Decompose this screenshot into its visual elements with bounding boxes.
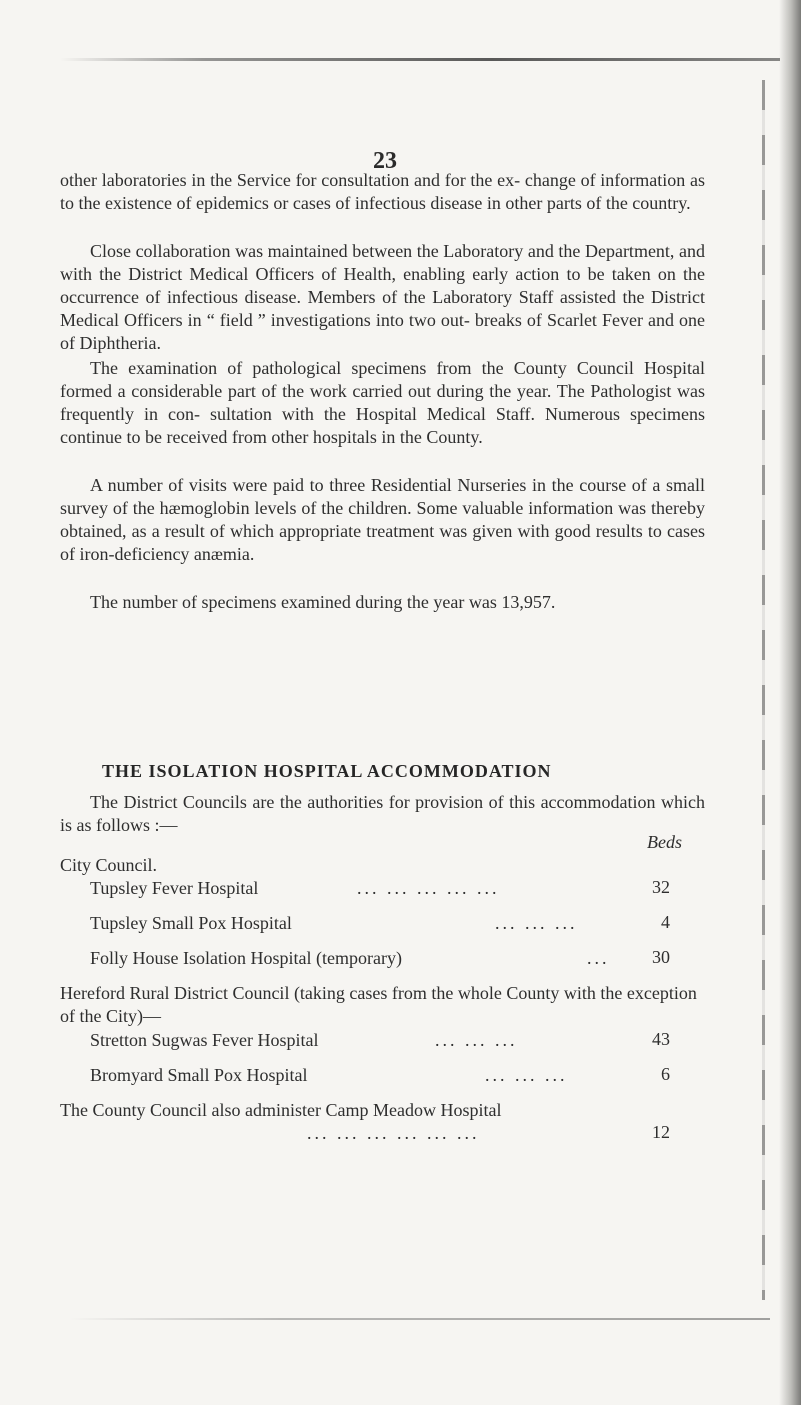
paragraph-nurseries: A number of visits were paid to three Residential Nurseries in the course of a small survey of the hæmoglobin levels of the children. Some valuable information was thereby obtained, as a result of which appropriate treatment was given with good results to cases of iron-deficiency anæmia.: [60, 475, 705, 564]
right-scan-edge: [779, 0, 801, 1405]
dot-leader: ... ... ...: [435, 1030, 518, 1050]
hospital-row: [90, 1064, 568, 1087]
paragraph-pathological: The examination of pathological specimens from the County Council Hospital formed a considerable part of the work carried out during the year. The Pathologist was frequently in con- sultation with the Hospital Medical Staff. Numerous specimens continue to be received from other hospitals in the County.: [60, 358, 705, 447]
city-council-label: City Council.: [60, 855, 158, 875]
rural-council-label: [60, 982, 710, 1028]
county-council-label: [60, 1099, 710, 1122]
county-council-text: The County Council also administer Camp Meadow Hospital: [60, 1100, 502, 1120]
hospital-name: Tupsley Fever Hospital: [90, 878, 259, 898]
top-scan-edge: [60, 58, 780, 61]
dot-leader: ... ... ... ... ...: [357, 878, 500, 898]
right-scan-shadow: [762, 80, 765, 1300]
hospital-row: [90, 947, 610, 970]
paragraph-collaboration: Close collaboration was maintained between the Laboratory and the Department, and with the District Medical Officers of Health, enabling early action to be taken on the occurrence of infectious disease. Members of the Laboratory Staff assisted the District Medical Officers in “ field ” investigations into two out- breaks of Scarlet Fever and one of Diphtheria.: [60, 241, 705, 353]
page-number: 23: [373, 148, 397, 174]
beds-value: 4: [661, 912, 670, 932]
dot-leader: ... ... ...: [495, 913, 578, 933]
beds-value: 6: [661, 1064, 670, 1084]
hospital-row: [90, 877, 500, 900]
paragraph-laboratories: other laboratories in the Service for consultation and for the ex- change of information as to the existence of epidemics or cases of infectious disease in other parts of the country.: [60, 170, 705, 213]
hospital-name: Stretton Sugwas Fever Hospital: [90, 1030, 319, 1050]
hospital-name: Folly House Isolation Hospital (temporary): [90, 948, 402, 968]
dot-leader: ... ... ... ... ... ...: [307, 1123, 480, 1143]
hospital-name: Bromyard Small Pox Hospital: [90, 1065, 308, 1085]
beds-column-header: Beds: [647, 832, 682, 852]
hospital-name: Tupsley Small Pox Hospital: [90, 913, 292, 933]
section-intro: The District Councils are the authorities for provision of this accommodation which is as follows :—: [60, 792, 705, 835]
rural-council-text: Hereford Rural District Council (taking cases from the whole County with the exception of the City)—: [60, 983, 697, 1026]
dot-leader: ... ... ...: [485, 1065, 568, 1085]
hospital-row: [90, 1029, 518, 1052]
paragraph-specimens-count: The number of specimens examined during the year was 13,957.: [90, 592, 556, 612]
beds-value: 32: [652, 877, 670, 897]
beds-value: 30: [652, 947, 670, 967]
beds-value: 12: [652, 1122, 670, 1142]
bottom-scan-edge: [70, 1318, 770, 1320]
beds-value: 43: [652, 1029, 670, 1049]
hospital-row: [90, 912, 578, 935]
section-heading: THE ISOLATION HOSPITAL ACCOMMODATION: [102, 761, 552, 781]
dot-leader: ...: [587, 948, 610, 968]
